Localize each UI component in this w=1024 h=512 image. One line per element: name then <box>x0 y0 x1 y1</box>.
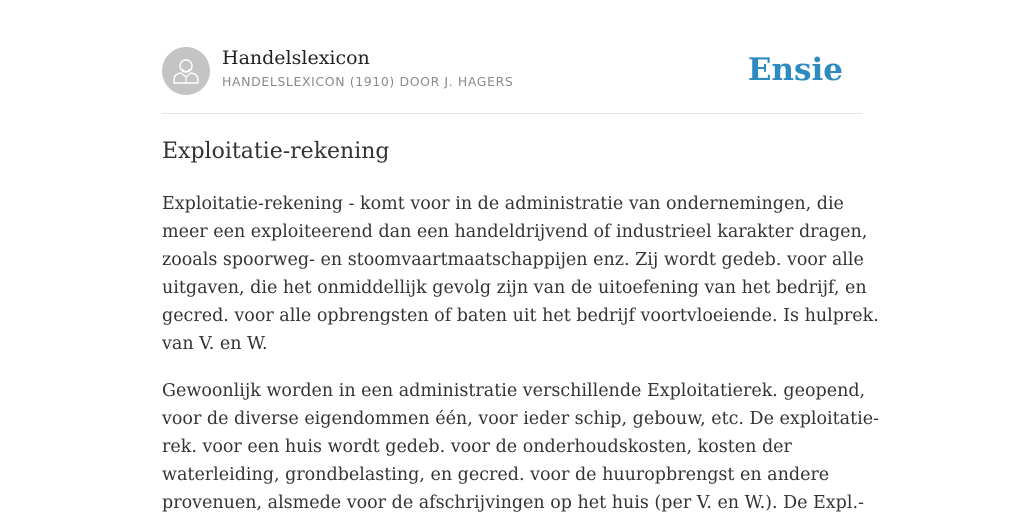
paragraph-line: Gewoonlijk worden in een administratie verschillende Exploitatierek. geopend, <box>162 381 866 401</box>
paragraph-line: provenuen, alsmede voor de afschrijvingen op het huis (per V. en W.). De Expl.- <box>162 493 864 512</box>
paragraph-line: rek. voor een huis wordt gedeb. voor de onderhoudskosten, kosten der <box>162 437 792 457</box>
source-subtitle: HANDELSLEXICON (1910) DOOR J. HAGERS <box>222 74 514 89</box>
article-title: Exploitatie-rekening <box>162 139 390 164</box>
article-body <box>162 190 880 512</box>
brand-logo[interactable]: Ensie <box>747 52 843 88</box>
source-avatar[interactable] <box>162 47 210 95</box>
paragraph-line: Exploitatie-rekening - komt voor in de administratie van ondernemingen, die <box>162 194 844 214</box>
source-title-link[interactable]: Handelslexicon <box>222 47 370 69</box>
paragraph-line: zooals spoorweg- en stoomvaartmaatschappijen enz. Zij wordt gedeb. voor alle <box>162 250 864 270</box>
paragraph-line: gecred. voor alle opbrengsten of baten uit het bedrijf voortvloeiende. Is hulprek. <box>162 306 879 326</box>
paragraph-line: waterleiding, grondbelasting, en gecred. voor de huuropbrengst en andere <box>162 465 830 485</box>
paragraph-line: voor de diverse eigendommen één, voor ieder schip, gebouw, etc. De exploitatie- <box>162 409 880 429</box>
user-outline-icon <box>162 47 210 95</box>
paragraph-line: uitgaven, die het onmiddellijk gevolg zijn van de uitoefening van het bedrijf, en <box>162 278 867 298</box>
header-divider <box>162 113 862 114</box>
paragraph-line: van V. en W. <box>162 334 268 354</box>
paragraph-line: meer een exploiteerend dan een handeldrijvend of industrieel karakter dragen, <box>162 222 868 242</box>
paragraph-1 <box>162 190 879 358</box>
source-header <box>162 46 862 96</box>
paragraph-2 <box>162 377 880 512</box>
